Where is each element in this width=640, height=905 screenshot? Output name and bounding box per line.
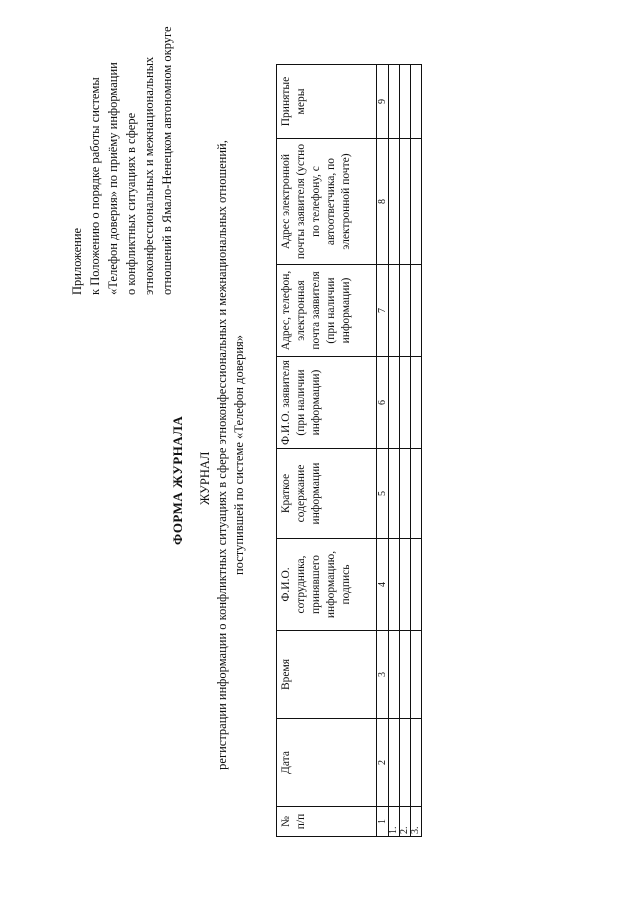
table-cell [389,357,400,449]
table-cell [400,139,411,265]
row-number: 1. [389,807,400,837]
table-cell [411,449,422,539]
header-channel: Адрес электронной почты заявителя (устно по телефону, с автоответчика, по электронной почте) [277,139,377,265]
table-cell [400,719,411,807]
appendix-line: отношений в Ямало-Ненецком автономном округе [160,26,174,295]
header-applicant-name: Ф.И.О. заявителя (при наличии информации) [277,357,377,449]
column-number-row [377,65,389,837]
table-cell [389,65,400,139]
table-row [400,65,411,837]
appendix-line: этноконфессиональных и межнациональных [142,56,156,295]
table-cell [411,357,422,449]
journal-table [276,64,422,837]
table-cell [400,539,411,631]
header-employee: Ф.И.О. сотрудника, принявшего информацию, подпись [277,539,377,631]
appendix-line: о конфликтных ситуациях в сфере [124,112,138,295]
journal-description: регистрации информации о конфликтных ситуациях в сфере этноконфессиональных и межнациональных отношений, поступившей по системе «Телефон доверия» [215,140,246,770]
column-number: 3 [377,631,389,719]
appendix-line: «Телефон доверия» по приёму информации [106,62,120,295]
header-number: № п/п [277,807,377,837]
column-number: 9 [377,65,389,139]
table-cell [400,265,411,357]
column-number: 6 [377,357,389,449]
table-cell [400,65,411,139]
journal-title: ЖУРНАЛ [198,451,212,505]
column-number: 8 [377,139,389,265]
header-time: Время [277,631,377,719]
appendix-line: Приложение [70,227,84,295]
table-cell [389,719,400,807]
table-cell [400,357,411,449]
column-number: 7 [377,265,389,357]
column-number: 1 [377,807,389,837]
header-applicant-contacts: Адрес, телефон, электронная почта заявителя (при наличии информации) [277,265,377,357]
table-row [389,65,400,837]
table-row [411,65,422,837]
table-cell [411,65,422,139]
table-cell [411,265,422,357]
table-cell [400,449,411,539]
table-cell [389,539,400,631]
table-cell [411,539,422,631]
appendix-line: к Положению о порядке работы системы [88,77,102,295]
header-summary: Краткое содержание информации [277,449,377,539]
table-cell [411,719,422,807]
table-cell [411,139,422,265]
table-cell [389,449,400,539]
form-title: ФОРМА ЖУРНАЛА [170,415,185,545]
row-number: 3. [411,807,422,837]
column-number: 5 [377,449,389,539]
table-header-row [277,65,377,837]
header-measures: Принятые меры [277,65,377,139]
header-date: Дата [277,719,377,807]
table-cell [389,631,400,719]
table-cell [389,265,400,357]
column-number: 2 [377,719,389,807]
table-cell [400,631,411,719]
row-number: 2. [400,807,411,837]
column-number: 4 [377,539,389,631]
table-cell [389,139,400,265]
appendix-note [68,26,176,295]
table-cell [411,631,422,719]
